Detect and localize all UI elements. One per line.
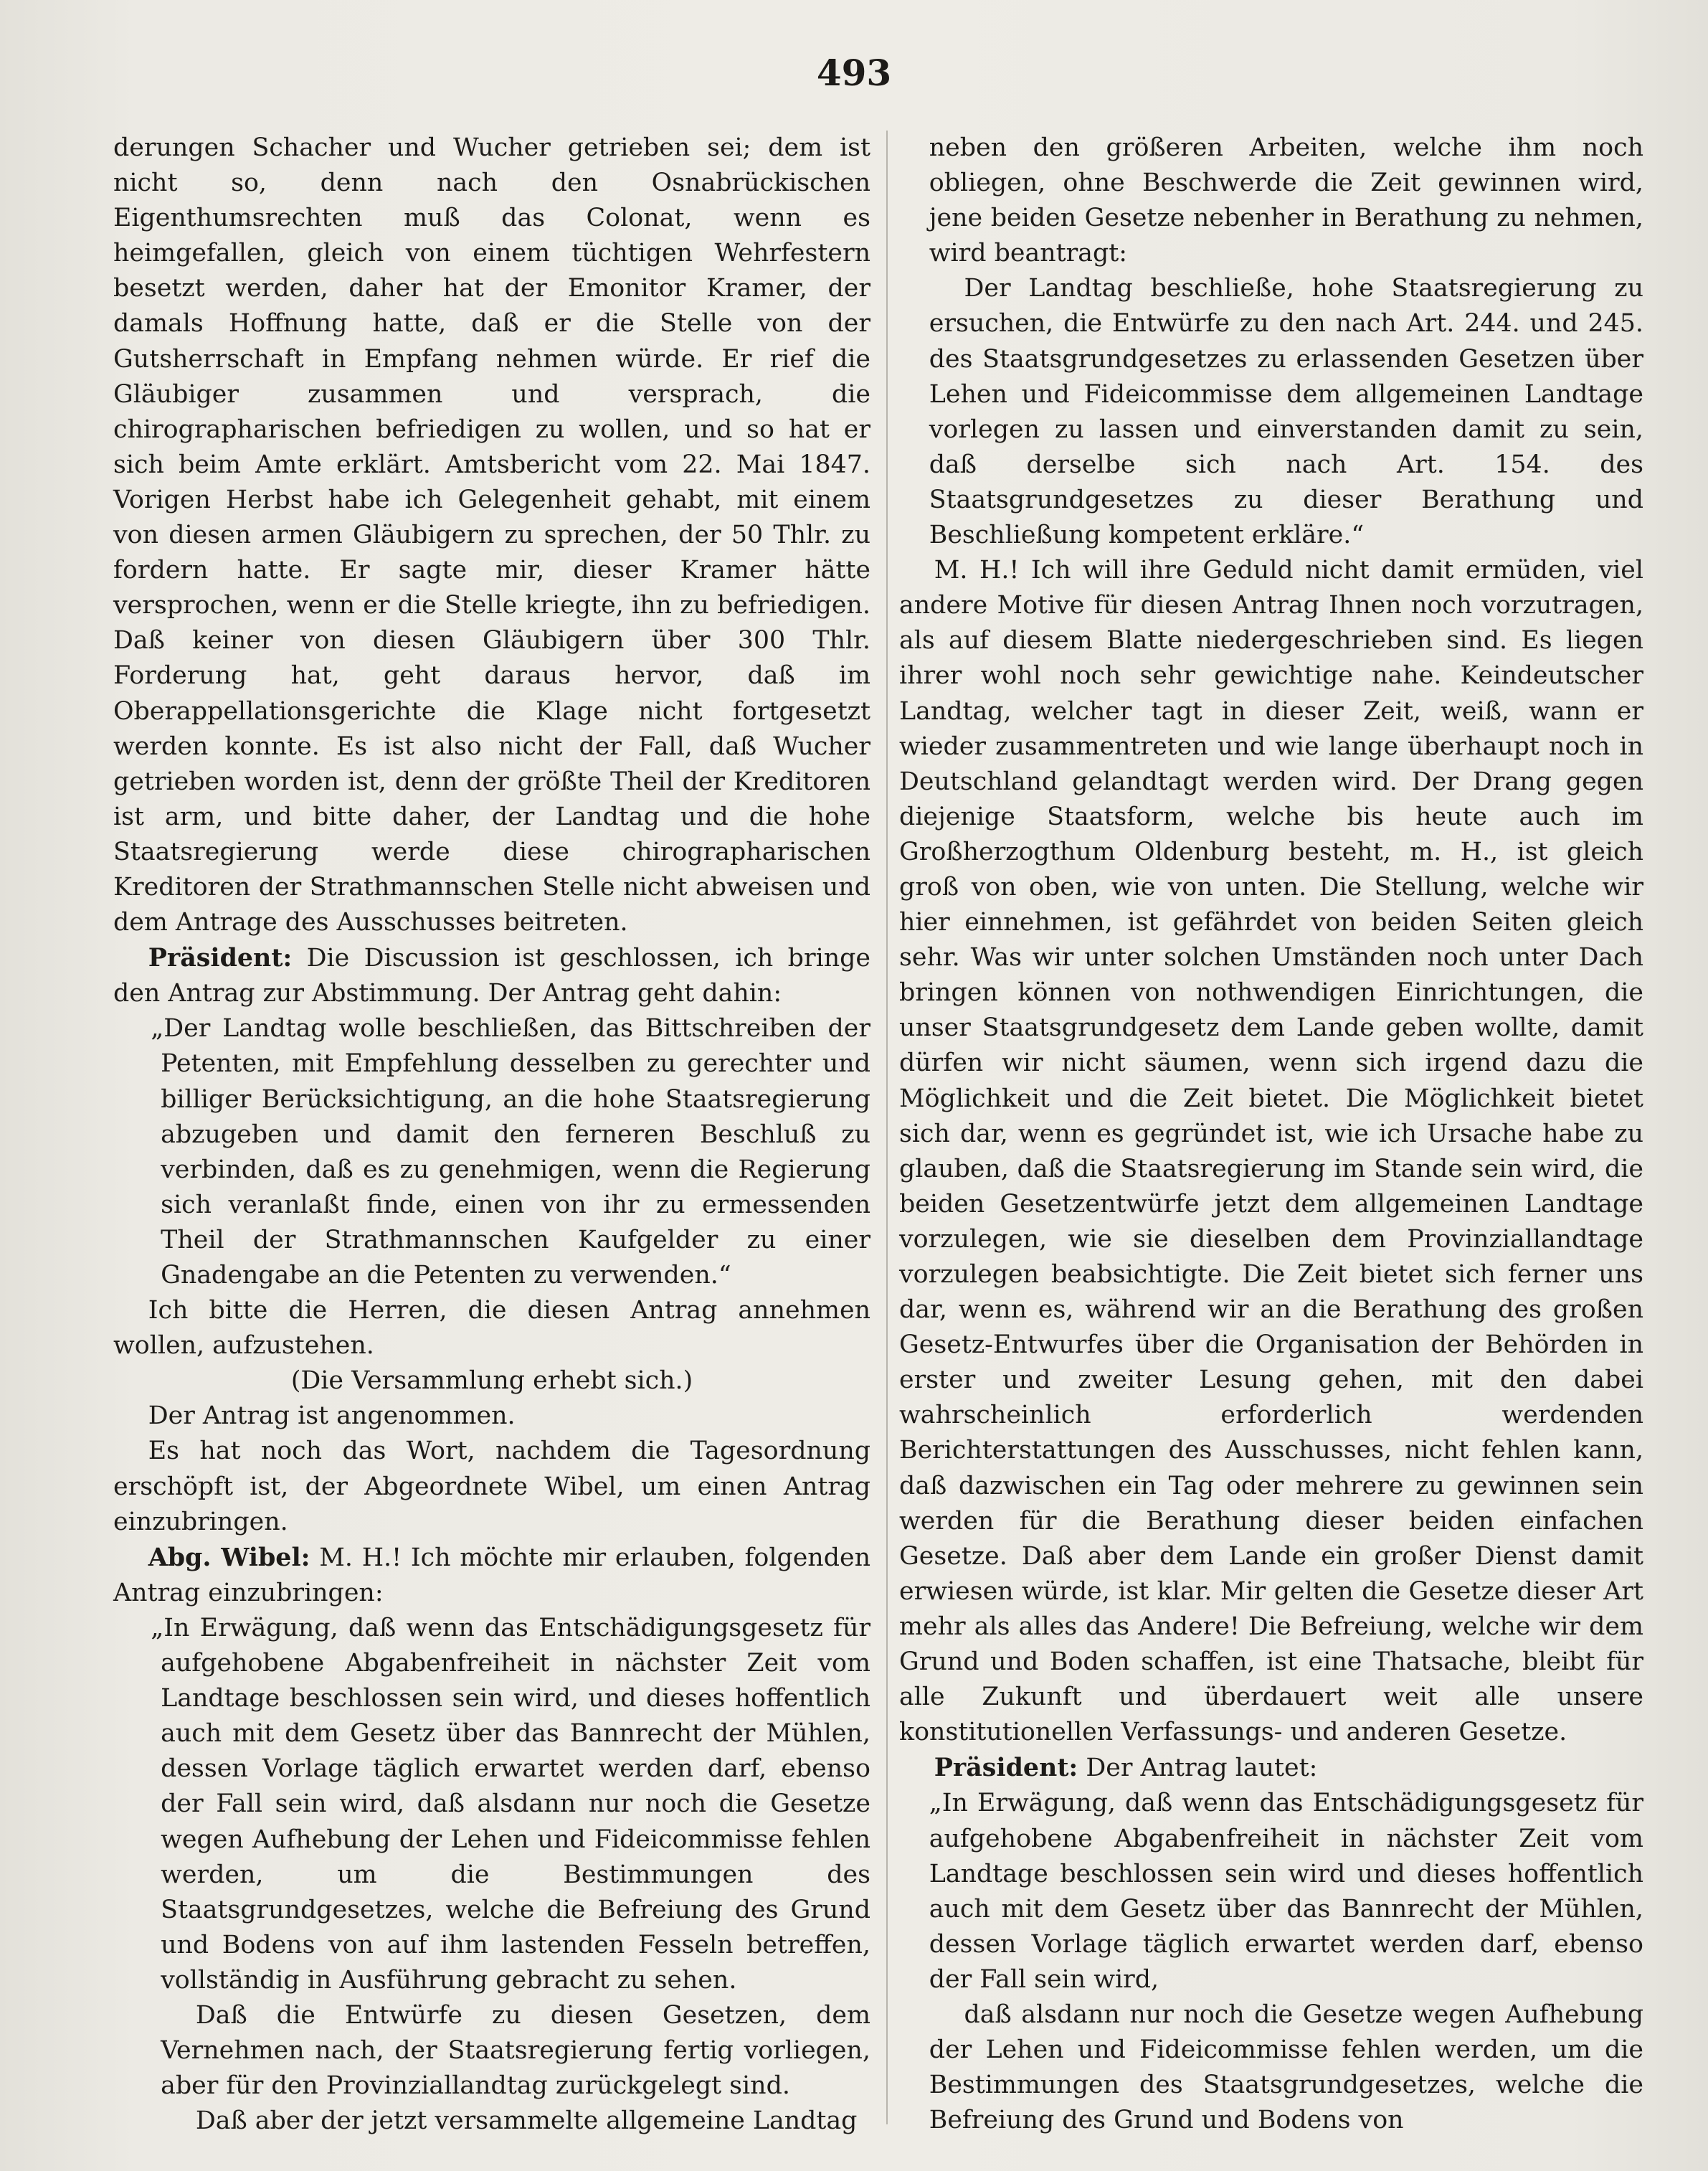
- quote-block: [899, 1786, 1643, 2138]
- page-number: 493: [816, 52, 892, 94]
- quote-paragraph: daß alsdann nur noch die Gesetze wegen Aufhebung der Lehen und Fideicommisse fehlen werden, um die Bestimmungen des Staatsgrundgesetzes, welche die Befreiung des Grund und Bodens von: [929, 2000, 1643, 2135]
- quote-paragraph: Daß aber der jetzt versammelte allgemeine Landtag: [195, 2106, 858, 2136]
- quote-block: [113, 1011, 870, 1293]
- paragraph: [113, 940, 870, 1011]
- paragraph: [113, 1540, 870, 1611]
- stage-direction: (Die Versammlung erhebt sich.): [290, 1366, 693, 1396]
- column-divider: [886, 131, 888, 2124]
- paragraph: Der Antrag ist angenommen.: [148, 1401, 516, 1431]
- quote-paragraph: „In Erwägung, daß wenn das Entschädigungsgesetz für aufgehobene Abgabenfreiheit in nächster Zeit vom Landtage beschlossen sein wird, und dieses hoffentlich auch mit dem Gesetz über das Bannrecht der Mühlen, dessen Vorlage täglich erwartet werden darf, ebenso der Fall sein wird, daß alsdann nur noch die Gesetze wegen Aufhebung der Lehen und Fideicommisse fehlen werden, um die Bestimmungen des Staatsgrundgesetzes, welche die Befreiung des Grund und Bodens von auf ihm lastenden Fesseln betreffen, vollständig in Ausführung gebracht zu sehen.: [151, 1613, 870, 1995]
- quote-paragraph: neben den größeren Arbeiten, welche ihm noch obliegen, ohne Beschwerde die Zeit gewinnen wird, jene beiden Gesetze nebenher in Berathung zu nehmen, wird beantragt:: [929, 133, 1643, 268]
- quote-paragraph: Daß die Entwürfe zu diesen Gesetzen, dem Vernehmen nach, der Staatsregierung fertig vorliegen, aber für den Provinziallandtag zurückgelegt sind.: [161, 2000, 870, 2101]
- quote-paragraph: Der Landtag beschließe, hohe Staatsregierung zu ersuchen, die Entwürfe zu den nach Art. 244. und 245. des Staatsgrundgesetzes zu erlassenden Gesetzen über Lehen und Fideicommisse dem allgemeinen Landtage vorlegen zu lassen und einverstanden damit zu sein, daß derselbe sich nach Art. 154. des Staatsgrundgesetzes zu dieser Berathung und Beschließung kompetent erkläre.“: [929, 274, 1643, 550]
- speaker-name: Präsident:: [934, 1753, 1078, 1783]
- paragraph: [899, 1750, 1643, 1786]
- paragraph-text: Der Antrag lautet:: [1086, 1754, 1318, 1783]
- paragraph: Es hat noch das Wort, nachdem die Tagesordnung erschöpft ist, der Abgeordnete Wibel, um einen Antrag einzubringen.: [113, 1437, 870, 1536]
- paragraph-text: M. H.! Ich möchte mir erlauben, folgenden Antrag einzubringen:: [113, 1543, 871, 1607]
- paragraph: M. H.! Ich will ihre Geduld nicht damit ermüden, viel andere Motive für diesen Antrag Ihnen noch vorzutragen, als auf diesem Blatte niedergeschrieben sind. Es liegen ihrer wohl noch sehr gewichtige nahe. Keindeutscher Landtag, welcher tagt in dieser Zeit, weiß, wann er wieder zusammentreten und wie lange überhaupt noch in Deutschland gelandtagt werden wird. Der Drang gegen diejenige Staatsform, welche bis heute auch im Großherzogthum Oldenburg besteht, m. H., ist gleich groß von oben, wie von unten. Die Stellung, welche wir hier einnehmen, ist gefährdet von beiden Seiten gleich sehr. Was wir unter solchen Umständen noch unter Dach bringen können von nothwendigen Einrichtungen, die unser Staatsgrundgesetz dem Lande geben wollte, damit dürfen wir nicht säumen, wenn sich irgend dazu die Möglichkeit und die Zeit bietet. Die Möglichkeit bietet sich dar, wenn es gegründet ist, wie ich Ursache habe zu glauben, daß die Staatsregierung im Stande sein wird, die beiden Gesetzentwürfe jetzt dem allgemeinen Landtage vorzulegen, wie sie dieselben dem Provinziallandtage vorzulegen beabsichtigte. Die Zeit bietet sich ferner uns dar, wenn es, während wir an die Berathung des großen Gesetz-Entwurfes über die Organisation der Behörden in erster und zweiter Lesung gehen, mit den dabei wahrscheinlich erforderlich werdenden Berichterstattungen des Ausschusses, nicht fehlen kann, daß dazwischen ein Tag oder mehrere zu gewinnen sein werden für die Berathung dieser beiden einfachen Gesetze. Daß aber dem Lande ein großer Dienst damit erwiesen würde, ist klar. Mir gelten die Gesetze dieser Art mehr als alles das Andere! Die Befreiung, welche wir dem Grund und Boden schaffen, ist eine Thatsache, bleibt für alle Zukunft und überdauert weit alle unsere konstitutionellen Verfassungs- und anderen Gesetze.: [899, 556, 1643, 1747]
- quote-block: [113, 1611, 870, 2139]
- right-column: [899, 131, 1643, 2138]
- paragraph: derungen Schacher und Wucher getrieben sei; dem ist nicht so, denn nach den Osnabrückischen Eigenthumsrechten muß das Colonat, wenn es heimgefallen, gleich von einem tüchtigen Wehrfestern besetzt werden, daher hat der Emonitor Kramer, der damals Hoffnung hatte, daß er die Stelle von der Gutsherrschaft in Empfang nehmen würde. Er rief die Gläubiger zusammen und versprach, die chirographarischen befriedigen zu wollen, und so hat er sich beim Amte erklärt. Amtsbericht vom 22. Mai 1847. Vorigen Herbst habe ich Gelegenheit gehabt, mit einem von diesen armen Gläubigern zu sprechen, der 50 Thlr. zu fordern hatte. Er sagte mir, dieser Kramer hätte versprochen, wenn er die Stelle kriegte, ihn zu befriedigen. Daß keiner von diesen Gläubigern über 300 Thlr. Forderung hat, geht daraus hervor, daß im Oberappellationsgerichte die Klage nicht fortgesetzt werden konnte. Es ist also nicht der Fall, daß Wucher getrieben worden ist, denn der größte Theil der Kreditoren ist arm, und bitte daher, der Landtag und die hohe Staatsregierung werde diese chirographarischen Kreditoren der Strathmannschen Stelle nicht abweisen und dem Antrage des Ausschusses beitreten.: [113, 133, 870, 937]
- left-column: [113, 131, 870, 2139]
- quote-block: [899, 131, 1643, 553]
- speaker-name: Abg. Wibel:: [148, 1542, 310, 1572]
- paragraph: Ich bitte die Herren, die diesen Antrag annehmen wollen, aufzustehen.: [113, 1296, 870, 1361]
- quote-paragraph: „In Erwägung, daß wenn das Entschädigungsgesetz für aufgehobene Abgabenfreiheit in nächster Zeit vom Landtage beschlossen sein wird und dieses hoffentlich auch mit dem Gesetz über das Bannrecht der Mühlen, dessen Vorlage täglich erwartet werden darf, ebenso der Fall sein wird,: [929, 1789, 1643, 1994]
- paragraph-text: Die Discussion ist geschlossen, ich bringe den Antrag zur Abstimmung. Der Antrag geht dahin:: [113, 944, 870, 1008]
- quote-paragraph: „Der Landtag wolle beschließen, das Bittschreiben der Petenten, mit Empfehlung desselben zu gerechter und billiger Berücksichtigung, an die hohe Staatsregierung abzugeben und damit den ferneren Beschluß zu verbinden, daß es zu genehmigen, wenn die Regierung sich veranlaßt finde, einen von ihr zu ermessenden Theil der Strathmannschen Kaufgelder zu einer Gnadengabe an die Petenten zu verwenden.“: [151, 1014, 870, 1290]
- speaker-name: Präsident:: [148, 943, 293, 973]
